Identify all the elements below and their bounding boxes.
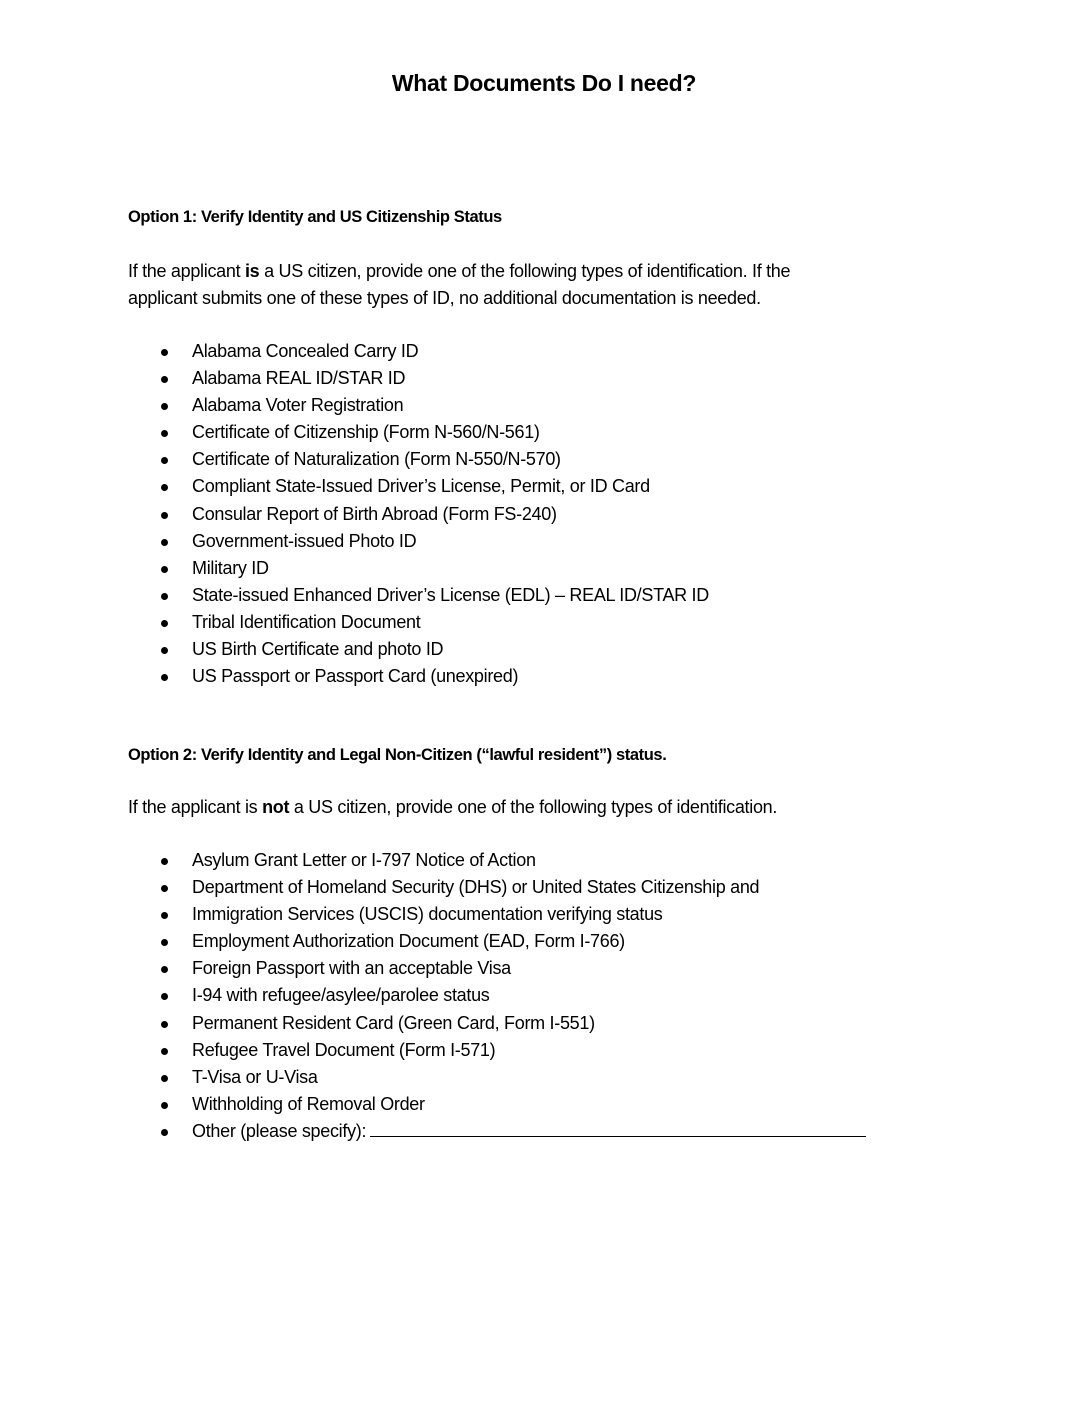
intro-text: a US citizen, provide one of the following types of identification. [289, 797, 778, 817]
list-item-label: Alabama Voter Registration [192, 395, 404, 416]
list-item [155, 501, 709, 528]
list-item [155, 392, 709, 419]
list-item [155, 1091, 866, 1118]
bullet-icon [161, 1075, 168, 1082]
list-item [155, 582, 709, 609]
list-item [155, 1010, 866, 1037]
list-item [155, 419, 709, 446]
list-item-label: Immigration Services (USCIS) documentation verifying status [192, 904, 663, 925]
bullet-icon [161, 1129, 168, 1136]
intro-text: applicant submits one of these types of ID, no additional documentation is needed. [128, 288, 761, 308]
list-item-label: Government-issued Photo ID [192, 530, 417, 551]
list-item [155, 528, 709, 555]
bullet-icon [161, 1048, 168, 1055]
bullet-icon [161, 484, 168, 491]
bullet-icon [161, 430, 168, 437]
bullet-icon [161, 966, 168, 973]
list-item-label: Withholding of Removal Order [192, 1093, 425, 1114]
list-item-other [155, 1118, 866, 1145]
intro-emphasis: is [244, 261, 260, 281]
option1-intro [128, 258, 928, 312]
list-item-label: I-94 with refugee/asylee/parolee status [192, 985, 490, 1006]
list-item-label: State-issued Enhanced Driver’s License (EDL) – REAL ID/STAR ID [192, 584, 709, 605]
list-item-label: Certificate of Citizenship (Form N-560/N-561) [192, 422, 540, 443]
list-item-label: Certificate of Naturalization (Form N-550/N-570) [192, 449, 561, 470]
list-item-label: Compliant State-Issued Driver’s License, Permit, or ID Card [192, 476, 650, 497]
list-item-label: Department of Homeland Security (DHS) or United States Citizenship and [192, 877, 760, 898]
list-item [155, 365, 709, 392]
bullet-icon [161, 912, 168, 919]
list-item-label: Alabama REAL ID/STAR ID [192, 368, 406, 389]
list-item-label: Military ID [192, 557, 269, 578]
intro-emphasis: not [262, 797, 290, 817]
list-item-label: T-Visa or U-Visa [192, 1066, 318, 1087]
option2-heading: Option 2: Verify Identity and Legal Non-Citizen (“lawful resident”) status. [128, 746, 667, 764]
bullet-icon [161, 593, 168, 600]
bullet-icon [161, 647, 168, 654]
list-item [155, 636, 709, 663]
list-item [155, 928, 866, 955]
list-item-label: Asylum Grant Letter or I-797 Notice of Action [192, 850, 536, 870]
bullet-icon [161, 620, 168, 627]
bullet-icon [161, 993, 168, 1000]
option1-document-list [155, 338, 709, 690]
list-item-label: Permanent Resident Card (Green Card, Form I-551) [192, 1012, 595, 1033]
list-item [155, 982, 866, 1009]
bullet-icon [161, 376, 168, 383]
bullet-icon [161, 674, 168, 681]
list-item-label: US Passport or Passport Card (unexpired) [192, 666, 519, 687]
list-item-label: Alabama Concealed Carry ID [192, 341, 419, 361]
list-item [155, 1064, 866, 1091]
list-item-label: Employment Authorization Document (EAD, Form I-766) [192, 931, 625, 952]
bullet-icon [161, 457, 168, 464]
list-item [155, 609, 709, 636]
list-item [155, 901, 866, 928]
other-label: Other (please specify): [192, 1120, 367, 1141]
list-item [155, 338, 709, 365]
bullet-icon [161, 885, 168, 892]
page-title: What Documents Do I need? [391, 70, 697, 96]
bullet-icon [161, 1021, 168, 1028]
intro-text: If the applicant [128, 261, 245, 281]
list-item-label: Tribal Identification Document [192, 611, 421, 632]
bullet-icon [161, 512, 168, 519]
bullet-icon [161, 349, 168, 356]
option2-intro [128, 794, 928, 821]
bullet-icon [161, 539, 168, 546]
bullet-icon [161, 939, 168, 946]
option2-document-list [155, 847, 866, 1145]
bullet-icon [161, 566, 168, 573]
list-item [155, 1037, 866, 1064]
list-item [155, 446, 709, 473]
other-specify-field[interactable] [370, 1118, 866, 1137]
list-item [155, 847, 866, 874]
list-item-label: Foreign Passport with an acceptable Visa [192, 958, 511, 979]
intro-text: If the applicant is [128, 797, 263, 817]
list-item [155, 555, 709, 582]
list-item [155, 955, 866, 982]
list-item [155, 663, 709, 690]
intro-text: a US citizen, provide one of the following types of identification. If the [259, 261, 791, 281]
bullet-icon [161, 403, 168, 410]
list-item [155, 473, 709, 500]
list-item-label: Consular Report of Birth Abroad (Form FS-240) [192, 503, 557, 524]
bullet-icon [161, 858, 168, 865]
bullet-icon [161, 1102, 168, 1109]
list-item-label: US Birth Certificate and photo ID [192, 639, 444, 660]
list-item-label: Refugee Travel Document (Form I-571) [192, 1039, 496, 1060]
list-item [155, 874, 866, 901]
option1-heading: Option 1: Verify Identity and US Citizenship Status [128, 208, 502, 226]
